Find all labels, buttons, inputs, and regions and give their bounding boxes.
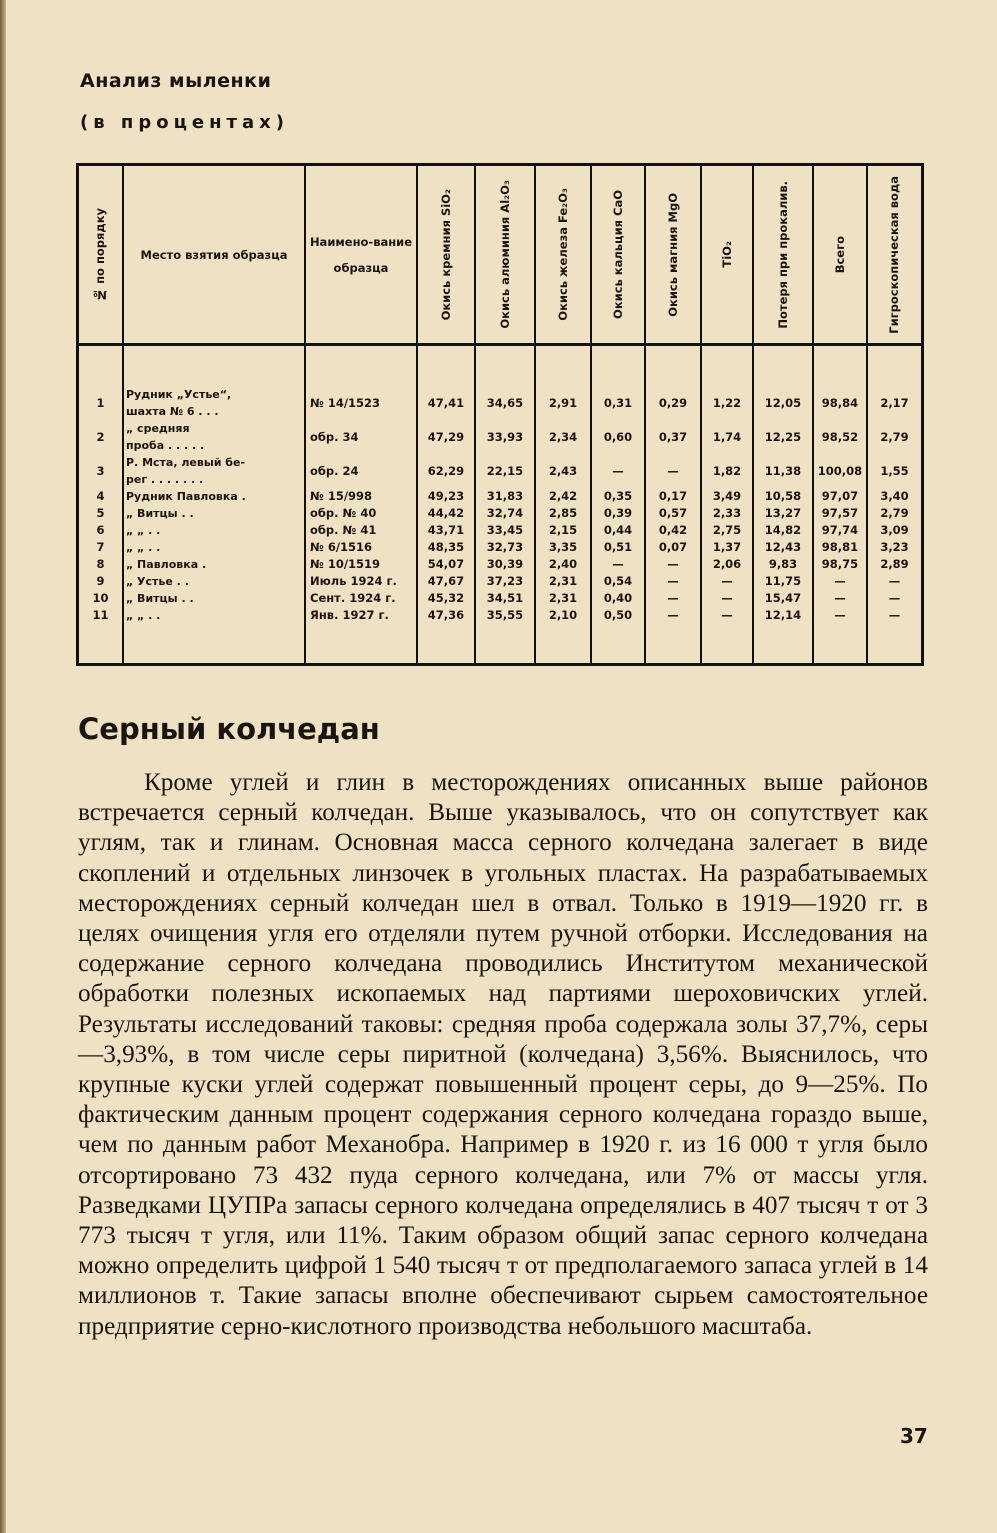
cell-water: 2,89 bbox=[867, 556, 921, 573]
sample-location-line: „ „ . . bbox=[126, 609, 161, 622]
cell-total: 98,81 bbox=[813, 539, 867, 556]
col-header-cao: Окись кальция CaO bbox=[591, 166, 645, 345]
cell-tio2: 3,49 bbox=[701, 488, 753, 505]
analysis-table bbox=[76, 163, 924, 666]
sample-name: Июль 1924 г. bbox=[305, 573, 417, 590]
cell-total: — bbox=[813, 573, 867, 590]
cell-total: 97,57 bbox=[813, 505, 867, 522]
cell-tio2: 1,74 bbox=[701, 420, 753, 454]
sample-name: обр. № 40 bbox=[305, 505, 417, 522]
cell-fe2o3: 2,40 bbox=[535, 556, 591, 573]
cell-al2o3: 31,83 bbox=[475, 488, 535, 505]
cell-sio2: 62,29 bbox=[417, 454, 475, 488]
cell-tio2: 2,33 bbox=[701, 505, 753, 522]
cell-cao: 0,40 bbox=[591, 590, 645, 607]
cell-water: 3,40 bbox=[867, 488, 921, 505]
sample-location bbox=[123, 420, 305, 454]
cell-al2o3: 32,73 bbox=[475, 539, 535, 556]
table-row bbox=[79, 420, 921, 454]
cell-water: — bbox=[867, 573, 921, 590]
cell-water: 3,09 bbox=[867, 522, 921, 539]
table-title: Анализ мыленки bbox=[80, 70, 272, 92]
cell-fe2o3: 2,42 bbox=[535, 488, 591, 505]
cell-mgo: 0,07 bbox=[645, 539, 701, 556]
cell-cao: 0,44 bbox=[591, 522, 645, 539]
table-row bbox=[79, 454, 921, 488]
sample-name: № 10/1519 bbox=[305, 556, 417, 573]
cell-mgo: — bbox=[645, 556, 701, 573]
col-header-sio2: Окись кремния SiO₂ bbox=[417, 166, 475, 345]
cell-cao: 0,60 bbox=[591, 420, 645, 454]
col-header-sample: Наимено-вание образца bbox=[305, 166, 417, 345]
cell-fe2o3: 2,85 bbox=[535, 505, 591, 522]
cell-fe2o3: 2,43 bbox=[535, 454, 591, 488]
cell-sio2: 49,23 bbox=[417, 488, 475, 505]
col-header-fe2o3: Окись железа Fe₂O₃ bbox=[535, 166, 591, 345]
cell-total: 97,74 bbox=[813, 522, 867, 539]
cell-mgo: — bbox=[645, 454, 701, 488]
cell-loss: 12,43 bbox=[753, 539, 813, 556]
cell-cao: 0,39 bbox=[591, 505, 645, 522]
cell-fe2o3: 2,10 bbox=[535, 607, 591, 624]
sample-location-line: проба . . . . . bbox=[126, 439, 205, 452]
spacer-row bbox=[79, 345, 921, 387]
cell-loss: 13,27 bbox=[753, 505, 813, 522]
col-header-tio2: TiO₂ bbox=[701, 166, 753, 345]
table-row bbox=[79, 522, 921, 539]
cell-loss: 12,05 bbox=[753, 386, 813, 420]
row-number: 4 bbox=[96, 489, 105, 503]
cell-al2o3: 30,39 bbox=[475, 556, 535, 573]
cell-total: — bbox=[813, 607, 867, 624]
cell-mgo: — bbox=[645, 590, 701, 607]
sample-location-line: шахта № 6 . . . bbox=[126, 405, 219, 418]
page-edge bbox=[0, 0, 6, 1533]
cell-loss: 9,83 bbox=[753, 556, 813, 573]
cell-fe2o3: 2,31 bbox=[535, 573, 591, 590]
table-row bbox=[79, 539, 921, 556]
sample-location-line: „ Павловка . bbox=[126, 558, 207, 571]
cell-water: 1,55 bbox=[867, 454, 921, 488]
col-header-no: № по порядку bbox=[79, 166, 123, 345]
col-header-place: Место взятия образца bbox=[123, 166, 305, 345]
cell-fe2o3: 2,31 bbox=[535, 590, 591, 607]
cell-cao: — bbox=[591, 454, 645, 488]
section-title: Серный колчедан bbox=[78, 712, 380, 746]
table-row bbox=[79, 573, 921, 590]
row-number: 3 bbox=[96, 463, 105, 478]
sample-location-line: рег . . . . . . . bbox=[126, 473, 204, 486]
cell-sio2: 47,41 bbox=[417, 386, 475, 420]
cell-total: 98,84 bbox=[813, 386, 867, 420]
cell-al2o3: 37,23 bbox=[475, 573, 535, 590]
spacer-row bbox=[79, 624, 921, 664]
cell-mgo: 0,42 bbox=[645, 522, 701, 539]
cell-water: 2,79 bbox=[867, 420, 921, 454]
cell-sio2: 47,67 bbox=[417, 573, 475, 590]
sample-location-line: „ средняя bbox=[126, 422, 190, 435]
cell-loss: 11,75 bbox=[753, 573, 813, 590]
sample-location-line: Рудник „Устье“, bbox=[126, 388, 232, 401]
row-number: 11 bbox=[92, 608, 109, 622]
cell-mgo: 0,37 bbox=[645, 420, 701, 454]
sample-name: Сент. 1924 г. bbox=[305, 590, 417, 607]
cell-cao: 0,50 bbox=[591, 607, 645, 624]
cell-cao: — bbox=[591, 556, 645, 573]
sample-location-line: „ „ . . bbox=[126, 524, 161, 537]
cell-water: — bbox=[867, 590, 921, 607]
sample-name: обр. № 41 bbox=[305, 522, 417, 539]
table-row bbox=[79, 488, 921, 505]
cell-water: — bbox=[867, 607, 921, 624]
cell-total: 97,07 bbox=[813, 488, 867, 505]
cell-total: 98,75 bbox=[813, 556, 867, 573]
cell-mgo: — bbox=[645, 607, 701, 624]
cell-loss: 14,82 bbox=[753, 522, 813, 539]
sample-location bbox=[123, 386, 305, 420]
table-row bbox=[79, 556, 921, 573]
cell-mgo: 0,17 bbox=[645, 488, 701, 505]
sample-location bbox=[123, 573, 305, 590]
cell-total: 98,52 bbox=[813, 420, 867, 454]
cell-sio2: 54,07 bbox=[417, 556, 475, 573]
cell-cao: 0,35 bbox=[591, 488, 645, 505]
col-header-water: Гигроскопическая вода bbox=[867, 166, 921, 345]
cell-sio2: 43,71 bbox=[417, 522, 475, 539]
cell-loss: 10,58 bbox=[753, 488, 813, 505]
cell-sio2: 44,42 bbox=[417, 505, 475, 522]
cell-loss: 15,47 bbox=[753, 590, 813, 607]
cell-al2o3: 33,45 bbox=[475, 522, 535, 539]
cell-total: 100,08 bbox=[813, 454, 867, 488]
sample-name: обр. 24 bbox=[305, 454, 417, 488]
cell-al2o3: 33,93 bbox=[475, 420, 535, 454]
cell-water: 2,79 bbox=[867, 505, 921, 522]
sample-location bbox=[123, 505, 305, 522]
analysis-table-grid bbox=[79, 166, 921, 664]
cell-al2o3: 32,74 bbox=[475, 505, 535, 522]
cell-fe2o3: 2,34 bbox=[535, 420, 591, 454]
sample-name: Янв. 1927 г. bbox=[305, 607, 417, 624]
table-subtitle: (в процентах) bbox=[80, 112, 289, 133]
cell-sio2: 45,32 bbox=[417, 590, 475, 607]
row-number: 6 bbox=[96, 523, 105, 537]
cell-al2o3: 34,51 bbox=[475, 590, 535, 607]
cell-loss: 12,25 bbox=[753, 420, 813, 454]
sample-location-line: „ Витцы . . bbox=[126, 592, 194, 605]
row-number: 2 bbox=[96, 429, 105, 444]
cell-water: 2,17 bbox=[867, 386, 921, 420]
cell-tio2: — bbox=[701, 590, 753, 607]
cell-tio2: 1,22 bbox=[701, 386, 753, 420]
cell-sio2: 48,35 bbox=[417, 539, 475, 556]
table-row bbox=[79, 505, 921, 522]
cell-al2o3: 35,55 bbox=[475, 607, 535, 624]
sample-location-line: „ Устье . . bbox=[126, 575, 189, 588]
row-number: 10 bbox=[92, 591, 109, 605]
row-number: 1 bbox=[96, 395, 105, 410]
cell-mgo: 0,29 bbox=[645, 386, 701, 420]
col-header-mgo: Окись магния MgO bbox=[645, 166, 701, 345]
cell-loss: 12,14 bbox=[753, 607, 813, 624]
sample-location bbox=[123, 454, 305, 488]
cell-water: 3,23 bbox=[867, 539, 921, 556]
sample-location bbox=[123, 556, 305, 573]
table-row bbox=[79, 607, 921, 624]
row-number: 8 bbox=[96, 557, 105, 571]
sample-location bbox=[123, 539, 305, 556]
page-number: 37 bbox=[900, 1424, 928, 1448]
col-header-total: Всего bbox=[813, 166, 867, 345]
sample-location bbox=[123, 590, 305, 607]
col-header-al2o3: Окись алюминия Al₂O₃ bbox=[475, 166, 535, 345]
cell-fe2o3: 3,35 bbox=[535, 539, 591, 556]
sample-location-line: Рудник Павловка . bbox=[126, 490, 246, 503]
sample-location-line: Р. Мста, левый бе- bbox=[126, 456, 246, 469]
cell-al2o3: 34,65 bbox=[475, 386, 535, 420]
cell-tio2: — bbox=[701, 607, 753, 624]
cell-mgo: — bbox=[645, 573, 701, 590]
sample-name: № 14/1523 bbox=[305, 386, 417, 420]
body-paragraph: Кроме углей и глин в месторождениях описанных выше районов встречается серный колчедан. Выше указывалось, что он сопутствует как углям, так и глинам. Основная масса серного колчедана залегает в виде скоплений и отдельных линзочек в угольных пластах. На разрабатываемых месторождениях серный колчедан шел в отвал. Только в 1919—1920 гг. в целях очищения угля его отделяли путем ручной отборки. Исследования на содержание серного колчедана проводились Институтом механической обработки полезных ископаемых над партиями шероховичских углей. Результаты исследований таковы: средняя проба содержала золы 37,7%, серы—3,93%, в том числе серы пиритной (колчедана) 3,56%. Выяснилось, что крупные куски углей содержат повышенный процент серы, до 9—25%. По фактическим данным процент содержания серного колчедана гораздо выше, чем по данным работ Механобра. Например в 1920 г. из 16 000 т угля было отсортировано 73 432 пуда серного колчедана, или 7% от массы угля. Разведками ЦУПРа запасы серного колчедана определялись в 407 тысяч т от 3 773 тысяч т угля, или 11%. Таким образом общий запас серного колчедана можно определить цифрой 1 540 тысяч т от предполагаемого запаса углей в 14 миллионов т. Такие запасы вполне обеспечивают сырьем самостоятельное предприятие серно-кислотного производства небольшого масштаба. bbox=[78, 769, 928, 1340]
cell-sio2: 47,29 bbox=[417, 420, 475, 454]
col-header-loss: Потеря при прокалив. bbox=[753, 166, 813, 345]
table-row bbox=[79, 386, 921, 420]
cell-tio2: 2,75 bbox=[701, 522, 753, 539]
cell-sio2: 47,36 bbox=[417, 607, 475, 624]
cell-fe2o3: 2,15 bbox=[535, 522, 591, 539]
cell-total: — bbox=[813, 590, 867, 607]
table-body bbox=[79, 345, 921, 665]
row-number: 5 bbox=[96, 506, 105, 520]
cell-cao: 0,31 bbox=[591, 386, 645, 420]
sample-location-line: „ „ . . bbox=[126, 541, 161, 554]
cell-fe2o3: 2,91 bbox=[535, 386, 591, 420]
sample-location bbox=[123, 522, 305, 539]
cell-tio2: 1,37 bbox=[701, 539, 753, 556]
cell-mgo: 0,57 bbox=[645, 505, 701, 522]
sample-name: № 15/998 bbox=[305, 488, 417, 505]
cell-al2o3: 22,15 bbox=[475, 454, 535, 488]
cell-cao: 0,54 bbox=[591, 573, 645, 590]
sample-name: обр. 34 bbox=[305, 420, 417, 454]
sample-name: № 6/1516 bbox=[305, 539, 417, 556]
cell-tio2: 2,06 bbox=[701, 556, 753, 573]
table-header-row bbox=[79, 166, 921, 345]
sample-location bbox=[123, 488, 305, 505]
table-row bbox=[79, 590, 921, 607]
cell-cao: 0,51 bbox=[591, 539, 645, 556]
row-number: 9 bbox=[96, 574, 105, 588]
cell-tio2: — bbox=[701, 573, 753, 590]
row-number: 7 bbox=[96, 540, 105, 554]
cell-tio2: 1,82 bbox=[701, 454, 753, 488]
cell-loss: 11,38 bbox=[753, 454, 813, 488]
sample-location bbox=[123, 607, 305, 624]
sample-location-line: „ Витцы . . bbox=[126, 507, 194, 520]
